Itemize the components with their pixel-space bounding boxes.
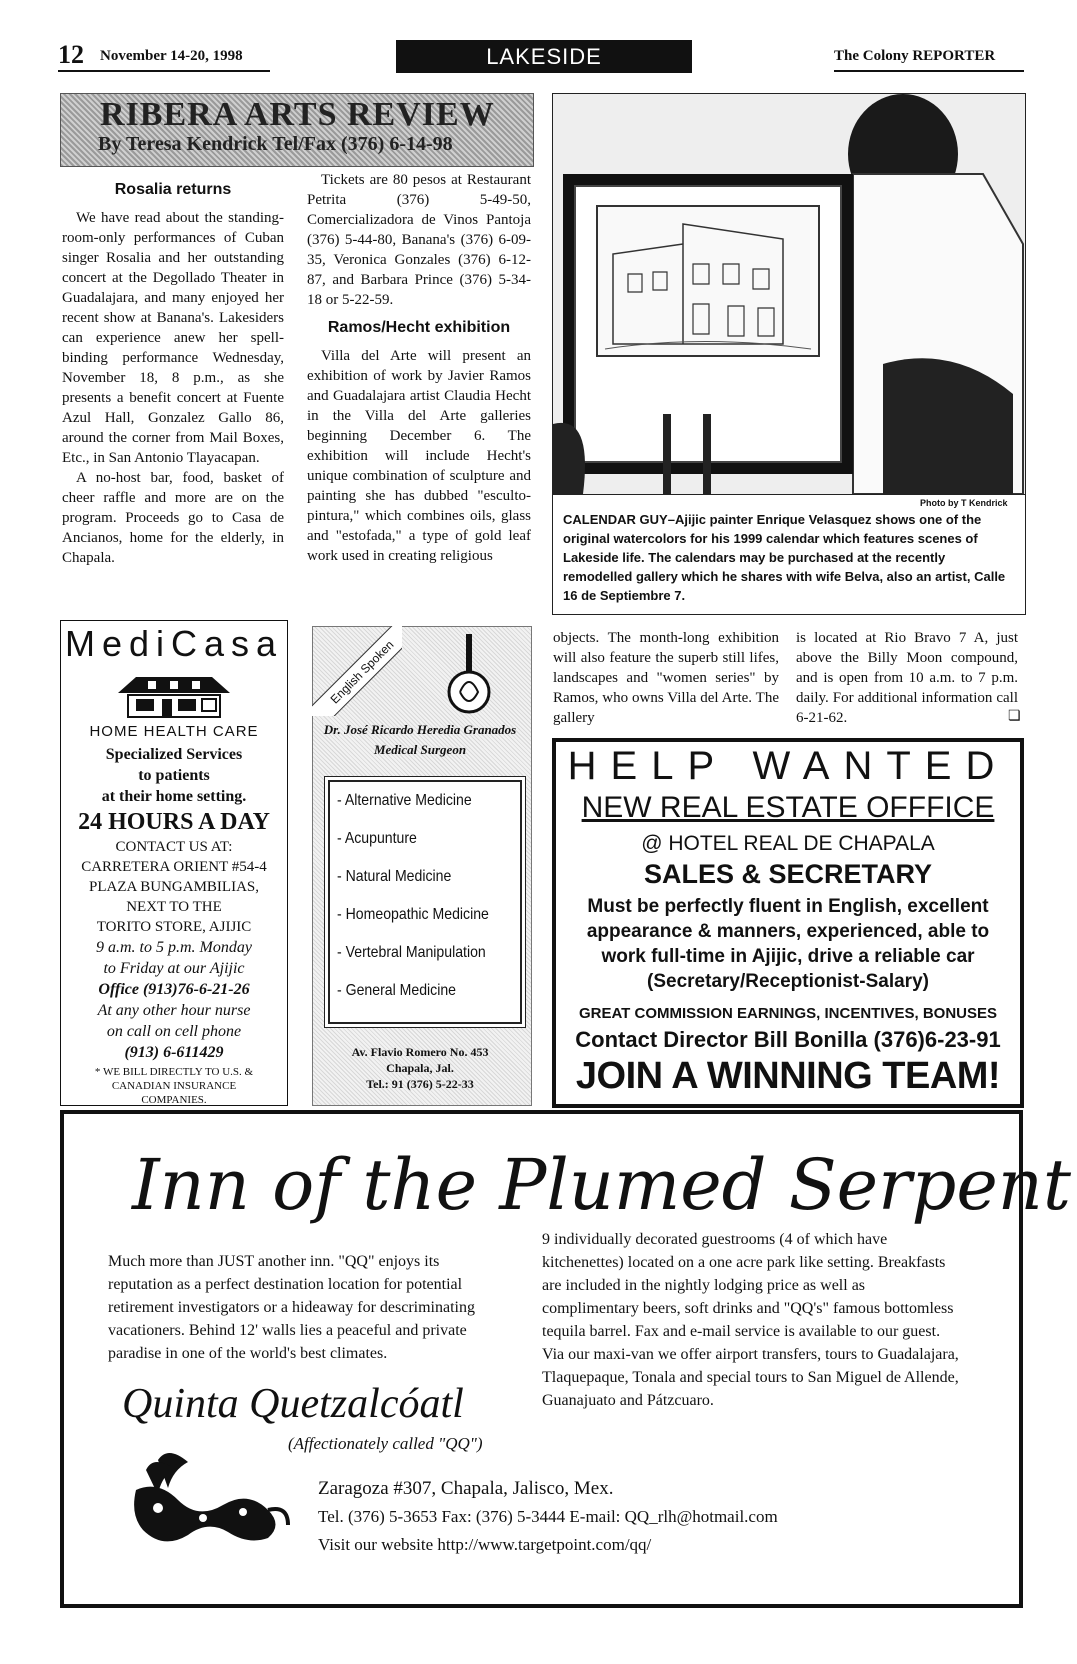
doctor-title: Medical Surgeon: [373, 742, 467, 757]
article-column-3: [553, 628, 779, 728]
help-wanted-commission: GREAT COMMISSION EARNINGS, INCENTIVES, BONUSES: [578, 1005, 998, 1022]
section-banner: LAKESIDE: [396, 40, 692, 73]
inn-website: Visit our website http://www.targetpoint.com/qq/: [318, 1535, 652, 1554]
medicasa-insurance: [61, 1065, 287, 1107]
medicasa-insurance-line: CANADIAN INSURANCE: [111, 1080, 237, 1092]
medicasa-address: TORITO STORE, AJIJIC: [96, 919, 252, 935]
house-icon: [114, 671, 234, 719]
inn-name-script: Quinta Quetzalcóatl: [122, 1381, 464, 1427]
service-item: - Acupunture: [337, 830, 417, 847]
english-spoken-label: English Spoken: [312, 626, 402, 716]
page-number: 12: [58, 40, 84, 69]
inn-description-left: Much more than JUST another inn. "QQ" enjoys its reputation as a perfect destination location for potential retirement investigators or a hideaway for descriminating vacationers. Behind 12' walls lies a peaceful and private paradise in one of the world's best climates.: [108, 1253, 475, 1362]
medicasa-ad: [60, 620, 288, 1106]
help-wanted-contact: Contact Director Bill Bonilla (376)6-23-91: [575, 1027, 1001, 1052]
help-wanted-subtitle: NEW REAL ESTATE OFFFICE: [581, 791, 995, 824]
medicasa-schedule: to Friday at our Ajijic: [103, 960, 245, 977]
medicasa-insurance-line: * WE BILL DIRECTLY TO U.S. &: [94, 1066, 254, 1078]
help-wanted-positions: SALES & SECRETARY: [643, 859, 933, 889]
header-rule-right: [834, 70, 1024, 72]
inn-description-right: [542, 1228, 962, 1412]
help-wanted-title: HELP WANTED: [567, 744, 1009, 788]
subhead-rosalia: Rosalia returns: [114, 181, 232, 198]
help-wanted-slogan: JOIN A WINNING TEAM!: [575, 1055, 1001, 1097]
medicasa-cell-phone: (913) 6-611429: [124, 1044, 224, 1061]
medicasa-logo: MediCasa: [64, 623, 284, 664]
inn-paragraph: Via our maxi-van we offer airport transfers, tours to Guadalajara, Tlaquepaque, Tonala and special tours to San Miguel de Allende, Guanajuato and Pátzcuaro.: [542, 1346, 959, 1409]
photo-calendar-guy: [552, 93, 1026, 495]
help-wanted-ad: [552, 738, 1024, 1108]
services-list: [328, 780, 522, 1024]
help-wanted-hotel: @ HOTEL REAL DE CHAPALA: [641, 832, 935, 855]
article-paragraph: Tickets are 80 pesos at Restaurant Petrita (376) 5-49-50, Comercializadora de Vinos Pantoja (376) 5-44-80, Banana's (376) 6-09-35, Veronica Gonzales (376) 6-12-87, and Barbara Prince (376) 5-34-18 or 5-22-59.: [307, 172, 531, 308]
column-byline: By Teresa Kendrick Tel/Fax (376) 6-14-98: [98, 133, 453, 155]
column-title: RIBERA ARTS REVIEW: [100, 96, 495, 133]
medicasa-schedule: 9 a.m. to 5 p.m. Monday: [96, 939, 252, 956]
english-spoken-corner: [312, 626, 402, 716]
article-column-2: [307, 170, 531, 566]
article-paragraph: objects. The month-long exhibition will also feature the superb still lifes, landscapes and "women series" by Ramos, who owns Villa del Arte. The gallery: [553, 630, 779, 726]
service-item: - Homeopathic Medicine: [337, 906, 489, 923]
medicasa-insurance-line: COMPANIES.: [141, 1094, 207, 1106]
doctor-phone: Tel.: 91 (376) 5-22-33: [366, 1077, 474, 1091]
photo-illustration: [553, 94, 1025, 494]
medicasa-line: Specialized Services: [105, 746, 243, 763]
header-rule-left: [58, 70, 270, 72]
medicasa-other: At any other hour nurse: [97, 1002, 251, 1019]
article-column-1: [62, 180, 284, 568]
inn-phone-fax-email: Tel. (376) 5-3653 Fax: (376) 5-3444 E-mail: QQ_rlh@hotmail.com: [318, 1507, 778, 1526]
medicasa-hours: 24 HOURS A DAY: [78, 809, 270, 835]
inn-paragraph: 9 individually decorated guestrooms (4 of which have kitchenettes) located on a one acre park like setting. Breakfasts are included in the nightly lodging price as well as complimentary beers, soft drinks and "QQ's" famous bottomless tequila barrel. Fax and e-mail service is available to our guest.: [542, 1231, 954, 1340]
doctor-address-line: Chapala, Jal.: [386, 1061, 454, 1075]
medicasa-subtitle: HOME HEALTH CARE: [89, 723, 259, 740]
service-item: - Vertebral Manipulation: [337, 944, 486, 961]
end-mark-icon: ❏: [1008, 709, 1021, 724]
issue-date: November 14-20, 1998: [100, 48, 243, 64]
photo-caption: CALENDAR GUY–Ajijic painter Enrique Velasquez shows one of the original watercolors for his 1999 calendar which features scenes of Lakeside life. The calendars may be purchased at the recently remodelled gallery which he shares with wife Belva, also an artist, Calle 16 de Septiembre 7.: [563, 512, 1006, 603]
inn-contact: [318, 1475, 778, 1559]
caduceus-icon: [440, 632, 500, 716]
medicasa-contact: CONTACT US AT:: [115, 839, 233, 855]
medicasa-address: CARRETERA ORIENT #54-4: [81, 859, 267, 875]
inn-title: Inn of the Plumed Serpent: [132, 1144, 1071, 1226]
service-item: - General Medicine: [337, 982, 456, 999]
medicasa-other: on call on cell phone: [106, 1023, 242, 1040]
article-column-4: [796, 628, 1018, 728]
medicasa-line: to patients: [138, 767, 210, 784]
service-item: - Alternative Medicine: [337, 792, 472, 809]
doctor-name: Dr. José Ricardo Heredia Granados: [323, 722, 517, 737]
article-paragraph: We have read about the standing-room-only performances of Cuban singer Rosalia and her outstanding concert at the Degollado Theater in Guadalajara, and many enjoyed her recent show at Banana's. Lakesiders can experience anew her spell-binding performance Wednesday, November 18, 8 p.m., as she presents a benefit concert at Fuente Azul Hall, Gonzalez Gallo 86, around the corner from Mail Boxes, Etc., in San Antonio Tlayacapan.: [62, 210, 284, 466]
article-paragraph: A no-host bar, food, basket of cheer raffle and more are on the program. Proceeds go to Casa de Ancianos, home for the elderly, in Chapala.: [62, 470, 284, 566]
medicasa-office-phone: Office (913)76-6-21-26: [98, 981, 250, 998]
medicasa-address: NEXT TO THE: [126, 899, 222, 915]
medicasa-address: PLAZA BUNGAMBILIAS,: [88, 879, 259, 895]
article-paragraph: is located at Rio Bravo 7 A, just above the Billy Moon compound, and is open from 10 a.m. to 7 p.m. daily. For additional information call 6-21-62.: [796, 630, 1018, 726]
medicasa-line: at their home setting.: [101, 788, 247, 805]
service-item: - Natural Medicine: [337, 868, 452, 885]
article-paragraph: Villa del Arte will present an exhibition of work by Javier Ramos and Guadalajara artist Claudia Hecht in the Villa del Arte galleries beginning December 6. The exhibition will include Hecht's unique combination of sculpture and painting she has dubbed "escultopintura," which combines oils, glass and "estofada," a type of gold leaf work used in creating religious: [307, 348, 531, 564]
photo-credit: Photo by T Kendrick: [920, 498, 1008, 508]
plumed-serpent-logo-icon: [128, 1450, 292, 1550]
newspaper-name: The Colony REPORTER: [834, 48, 996, 64]
subhead-ramos-hecht: Ramos/Hecht exhibition: [327, 319, 511, 336]
inn-address: Zaragoza #307, Chapala, Jalisco, Mex.: [318, 1478, 614, 1499]
doctor-address-line: Av. Flavio Romero No. 453: [351, 1045, 489, 1059]
doctor-address: [320, 1044, 520, 1092]
help-wanted-description: Must be perfectly fluent in English, excellent appearance & manners, experienced, able to work full-time in Ajijic, drive a reliable car (Secretary/Receptionist-Salary): [586, 896, 990, 992]
inn-nickname: (Affectionately called "QQ"): [288, 1434, 483, 1453]
